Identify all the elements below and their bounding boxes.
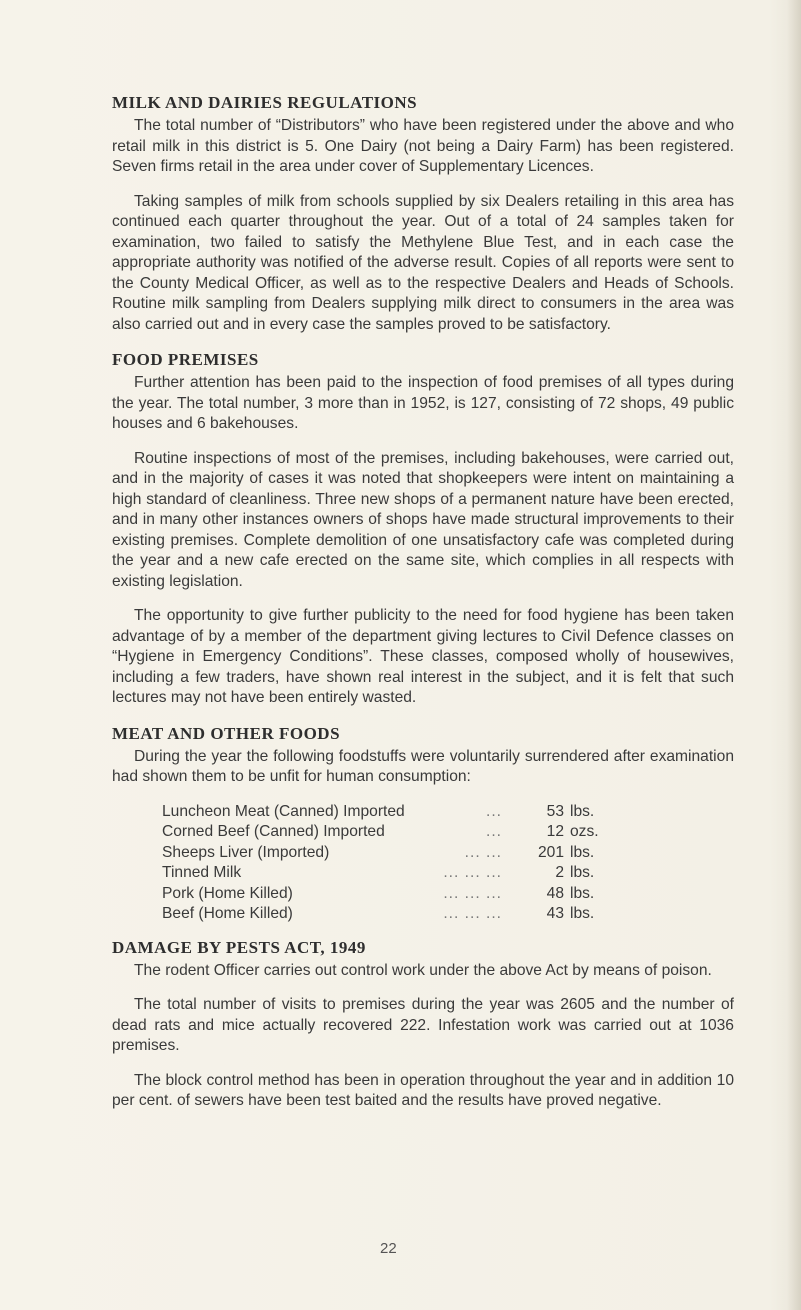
food-item-quantity: 53 [546, 802, 564, 820]
food-item-unit: lbs. [570, 802, 595, 820]
pests-paragraph-1: The rodent Officer carries out control work under the above Act by means of poison. [134, 961, 712, 979]
food-item-name: Beef (Home Killed) [162, 905, 293, 922]
food-item-leader: ... [486, 802, 502, 820]
food-item-name: Sheeps Liver (Imported) [162, 843, 330, 861]
food-item-leader: ... ... ... [443, 864, 502, 881]
food-item-leader: ... [486, 823, 502, 840]
food-item-quantity: 201 [537, 843, 564, 861]
food-item-leader: ... ... ... [443, 884, 502, 902]
food-item-name: Luncheon Meat (Canned) Imported [162, 802, 405, 820]
pests-paragraph-2: The total number of visits to premises during the year was 2605 and the number of dead rats and mice actually recovered 222. Infestation work was carried out at 1036 premises. [112, 996, 734, 1054]
food-item-quantity: 43 [546, 905, 564, 922]
food-item-name: Pork (Home Killed) [162, 884, 293, 902]
food-item-unit: lbs. [570, 843, 595, 861]
section-meat [112, 723, 734, 925]
food-heading: FOOD PREMISES [112, 350, 259, 369]
food-paragraph-1: Further attention has been paid to the inspection of food premises of all types during the year. The total number, 3 more than in 1952, is 127, consisting of 72 shops, 49 public houses and 6 bakehouses. [112, 374, 734, 432]
food-item-unit: lbs. [570, 884, 595, 902]
section-pests [112, 937, 734, 1112]
food-item-leader: ... ... [464, 843, 502, 861]
food-item-quantity: 2 [555, 864, 564, 881]
food-item-name: Corned Beef (Canned) Imported [162, 823, 385, 840]
page-edge-shadow [787, 0, 801, 1310]
food-row [162, 843, 630, 864]
food-item-leader: ... ... ... [443, 905, 502, 922]
food-row [162, 904, 630, 925]
page-number: 22 [380, 1240, 397, 1257]
food-paragraph-3: The opportunity to give further publicity to the need for food hygiene has been taken advantage of by a member of the department giving lectures to Civil Defence classes on “Hygiene in Emergency Conditions”. These classes, composed wholly of housewives, including a few traders, have shown real interest in the subject, and it is felt that such lectures may not have been entirely wasted. [112, 607, 734, 706]
food-item-quantity: 12 [546, 823, 564, 840]
milk-paragraph-2: Taking samples of milk from schools supplied by six Dealers retailing in this area has continued each quarter throughout the year. Out of a total of 24 samples taken for examination, two failed to satisfy the Methylene Blue Test, and in each case the appropriate authority was notified of the adverse result. Copies of all reports were sent to the County Medical Officer, as well as to the respective Dealers and Heads of Schools. Routine milk sampling from Dealers supplying milk direct to consumers in the area was also carried out and in every case the samples proved to be satisfactory. [112, 192, 734, 333]
section-food-premises [112, 349, 734, 709]
milk-heading: MILK AND DAIRIES REGULATIONS [112, 93, 418, 112]
food-item-name: Tinned Milk [162, 864, 242, 881]
surrendered-foods-table [162, 802, 630, 925]
food-row [162, 863, 630, 884]
food-row [162, 822, 630, 843]
meat-intro: During the year the following foodstuffs were voluntarily surrendered after examination had shown them to be unfit for human consumption: [112, 747, 734, 785]
section-milk [112, 92, 734, 335]
food-item-unit: lbs. [570, 864, 595, 881]
milk-paragraph-1: The total number of “Distributors” who have been registered under the above and who retail milk in this district is 5. One Dairy (not being a Dairy Farm) has been registered. Seven firms retail in the area under cover of Supplementary Licences. [112, 117, 734, 175]
meat-heading: MEAT AND OTHER FOODS [112, 723, 341, 743]
food-item-quantity: 48 [546, 884, 564, 902]
food-item-unit: ozs. [570, 823, 599, 840]
document-body [112, 92, 734, 1126]
pests-heading: DAMAGE BY PESTS ACT, 1949 [112, 937, 366, 957]
food-row [162, 884, 630, 905]
food-item-unit: lbs. [570, 905, 595, 922]
food-paragraph-2: Routine inspections of most of the premises, including bakehouses, were carried out, and in the majority of cases it was noted that shopkeepers were intent on maintaining a high standard of cleanliness. Three new shops of a permanent nature have been erected, and in many other instances owners of shops have made structural improvements to their existing premises. Complete demolition of one unsatisfactory cafe was completed during the year and a new cafe erected on the same site, which complies in all respects with existing legislation. [112, 449, 734, 590]
pests-paragraph-3: The block control method has been in operation throughout the year and in addition 10 per cent. of sewers have been test baited and the results have proved negative. [112, 1071, 734, 1109]
food-row [162, 802, 630, 823]
